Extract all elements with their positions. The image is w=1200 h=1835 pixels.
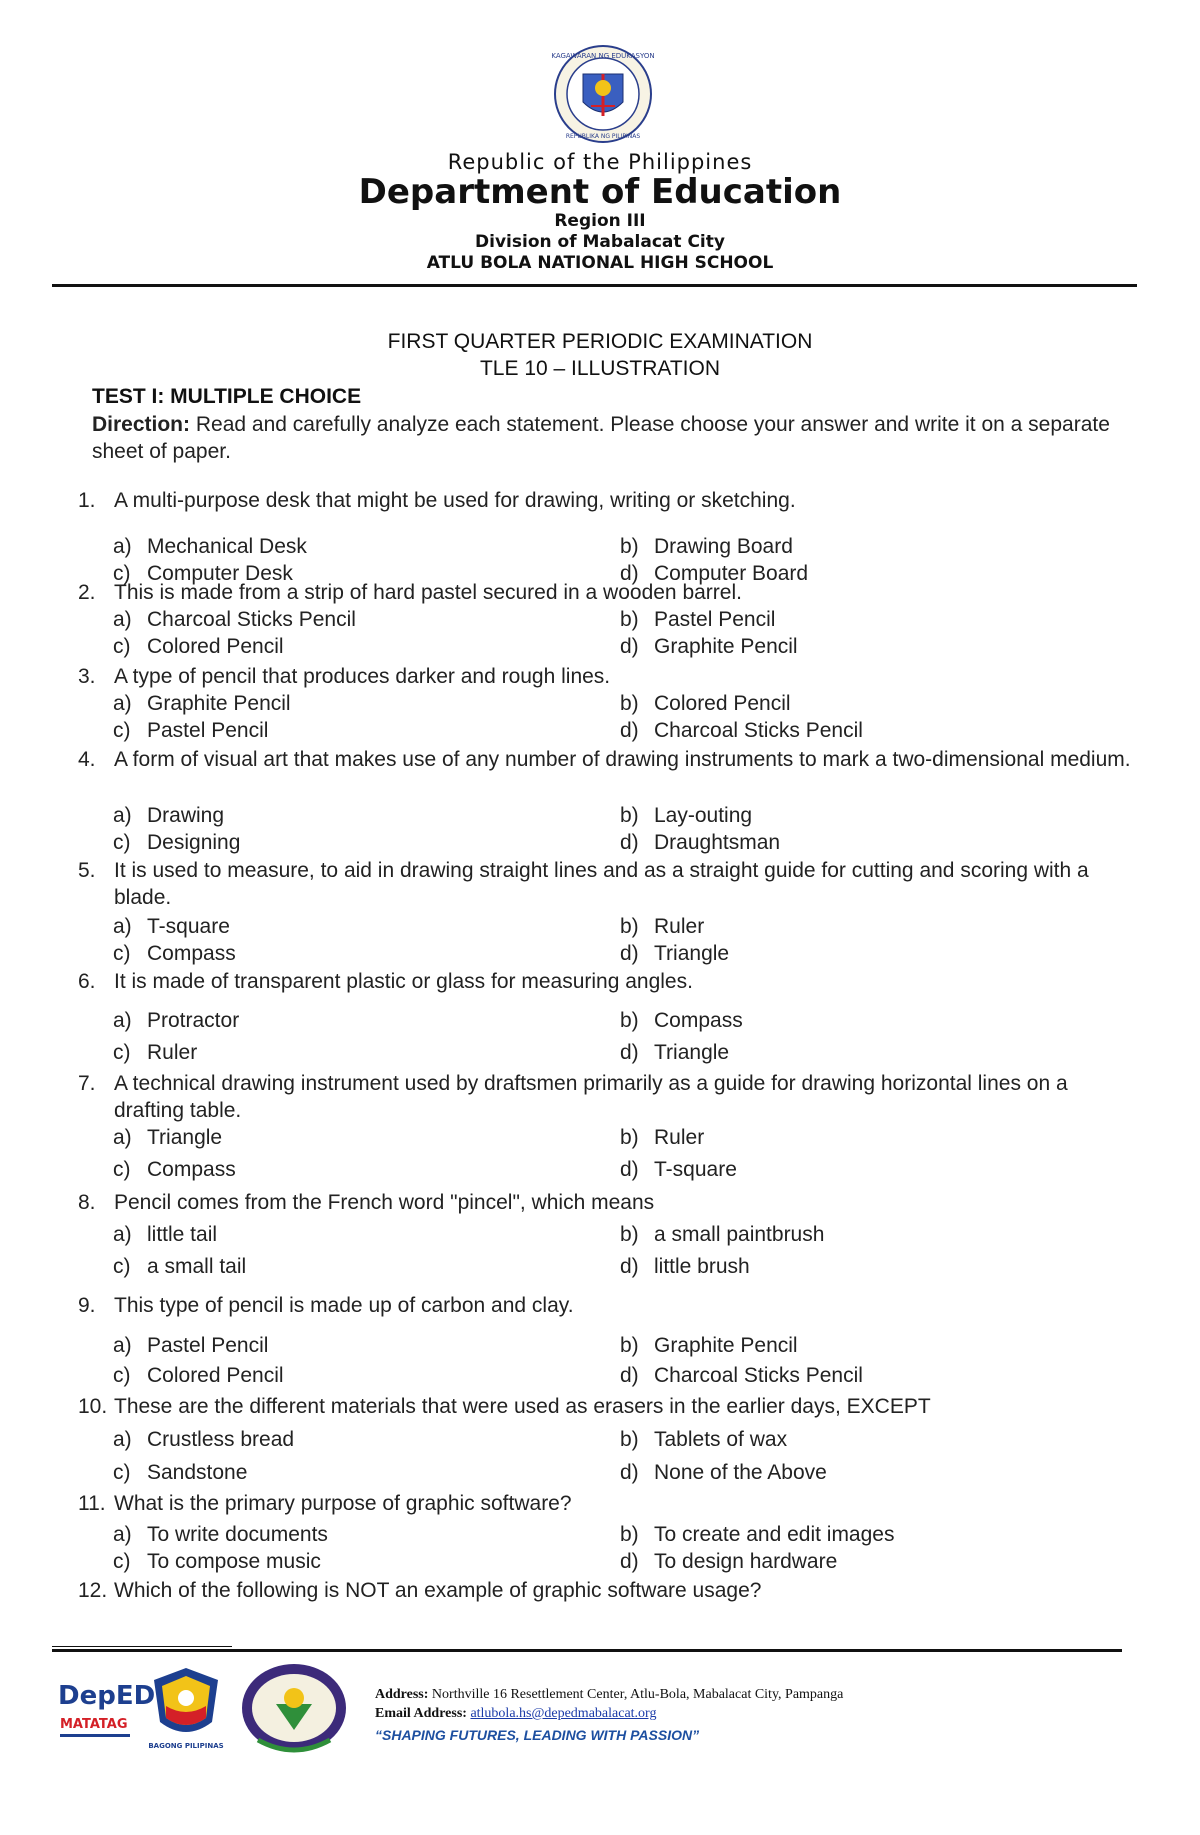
option-b (620, 915, 704, 939)
option-a (113, 1223, 217, 1247)
matatag-text: MATATAG (60, 1717, 128, 1732)
option-letter: c) (113, 719, 131, 742)
option-text: Protractor (147, 1009, 240, 1032)
option-text: Colored Pencil (147, 1364, 284, 1387)
option-letter: a) (113, 804, 132, 827)
question-text: A multi-purpose desk that might be used for drawing, writing or sketching. (114, 489, 796, 512)
option-text: Compass (147, 942, 236, 965)
option-text: Draughtsman (654, 831, 781, 854)
option-letter: c) (113, 942, 131, 965)
option-c (113, 1364, 284, 1388)
option-letter: c) (113, 1158, 131, 1181)
option-d (620, 1041, 729, 1065)
option-a (113, 804, 224, 828)
option-b (620, 1428, 787, 1452)
option-text: Colored Pencil (147, 635, 284, 658)
option-letter: b) (620, 535, 639, 558)
option-letter: b) (620, 915, 639, 938)
option-d (620, 635, 798, 659)
option-text: a small paintbrush (654, 1223, 825, 1246)
region-heading: Region III (554, 211, 646, 231)
option-a (113, 1428, 294, 1452)
option-text: Triangle (147, 1126, 223, 1149)
option-letter: a) (113, 1334, 132, 1357)
option-d (620, 1550, 837, 1574)
option-text: Drawing Board (654, 535, 793, 558)
deped-logo-text: DepED (58, 1681, 156, 1711)
option-a (113, 1009, 239, 1033)
option-d (620, 942, 729, 966)
option-text: Graphite Pencil (654, 635, 798, 658)
option-text: Computer Desk (147, 562, 293, 585)
question-text: It is used to measure, to aid in drawing straight lines and as a straight guide for cutting and scoring with a blade. (114, 859, 1089, 909)
test-heading: TEST I: MULTIPLE CHOICE (92, 385, 362, 408)
question-number: 5. (78, 859, 96, 882)
question-text: This type of pencil is made up of carbon and clay. (114, 1294, 574, 1317)
option-letter: a) (113, 1126, 132, 1149)
option-letter: b) (620, 1428, 639, 1451)
option-b (620, 1126, 704, 1150)
option-letter: a) (113, 1223, 132, 1246)
option-letter: c) (113, 1255, 131, 1278)
question-number: 11. (78, 1492, 106, 1515)
option-text: Drawing (147, 804, 225, 827)
option-d (620, 1255, 750, 1279)
department-heading: Department of Education (358, 172, 842, 212)
option-c (113, 1550, 321, 1574)
option-b (620, 1523, 894, 1547)
question-text: What is the primary purpose of graphic software? (114, 1492, 572, 1515)
option-text: To create and edit images (654, 1523, 895, 1546)
option-letter: b) (620, 1523, 639, 1546)
question-number: 9. (78, 1294, 96, 1317)
option-b (620, 535, 793, 559)
option-text: Pastel Pencil (147, 1334, 269, 1357)
option-c (113, 1461, 247, 1485)
option-a (113, 535, 307, 559)
option-letter: d) (620, 942, 639, 965)
option-a (113, 1334, 268, 1358)
email-link[interactable]: atlubola.hs@depedmabalacat.org (470, 1706, 657, 1721)
option-c (113, 1255, 246, 1279)
option-c (113, 1158, 236, 1182)
option-text: Colored Pencil (654, 692, 791, 715)
bagong-pilipinas-text: BAGONG PILIPINAS (148, 1742, 224, 1750)
option-letter: a) (113, 1009, 132, 1032)
option-text: Sandstone (147, 1461, 248, 1484)
option-d (620, 1364, 863, 1388)
option-letter: c) (113, 562, 131, 585)
option-text: Pastel Pencil (147, 719, 269, 742)
option-text: None of the Above (654, 1461, 827, 1484)
option-letter: d) (620, 635, 639, 658)
option-b (620, 804, 752, 828)
option-text: Pastel Pencil (654, 608, 776, 631)
option-text: Compass (147, 1158, 236, 1181)
option-b (620, 1009, 743, 1033)
option-letter: d) (620, 1461, 639, 1484)
option-letter: d) (620, 1158, 639, 1181)
option-letter: b) (620, 692, 639, 715)
option-letter: c) (113, 635, 131, 658)
option-text: To compose music (147, 1550, 321, 1573)
option-text: T-square (147, 915, 230, 938)
direction (92, 411, 1132, 465)
option-text: Charcoal Sticks Pencil (147, 608, 356, 631)
option-d (620, 719, 863, 743)
question-number: 10. (78, 1395, 108, 1418)
school-motto: “SHAPING FUTURES, LEADING WITH PASSION” (375, 1727, 700, 1743)
option-b (620, 608, 775, 632)
question-text: A technical drawing instrument used by draftsmen primarily as a guide for drawing horizontal lines on a drafting table. (114, 1072, 1068, 1122)
option-text: Computer Board (654, 562, 809, 585)
question-text: It is made of transparent plastic or glass for measuring angles. (114, 970, 693, 993)
question-number: 4. (78, 748, 96, 771)
option-c (113, 719, 268, 743)
address-value: Northville 16 Resettlement Center, Atlu-Bola, Mabalacat City, Pampanga (428, 1687, 844, 1702)
option-a (113, 1126, 222, 1150)
question-number: 2. (78, 581, 96, 604)
option-c (113, 635, 284, 659)
option-letter: c) (113, 1041, 131, 1064)
exam-subject: TLE 10 – ILLUSTRATION (479, 357, 721, 380)
deped-seal-logo (553, 44, 653, 144)
option-letter: d) (620, 1255, 639, 1278)
option-text: Compass (654, 1009, 743, 1032)
question-text: These are the different materials that were used as erasers in the earlier days, EXCEPT (114, 1395, 931, 1418)
option-text: Ruler (654, 1126, 705, 1149)
option-letter: d) (620, 831, 639, 854)
svg-text:KAGAWARAN NG EDUKASYON: KAGAWARAN NG EDUKASYON (551, 52, 655, 60)
question-text: This is made from a strip of hard pastel secured in a wooden barrel. (114, 581, 742, 604)
option-text: Charcoal Sticks Pencil (654, 1364, 863, 1387)
footer-divider (52, 1649, 1122, 1652)
question-number: 6. (78, 970, 96, 993)
option-d (620, 1461, 827, 1485)
option-text: Lay-outing (654, 804, 753, 827)
option-letter: a) (113, 915, 132, 938)
option-letter: a) (113, 1523, 132, 1546)
division-heading: Division of Mabalacat City (475, 232, 725, 252)
question-number: 8. (78, 1191, 96, 1214)
option-letter: b) (620, 608, 639, 631)
footer-email (375, 1706, 656, 1722)
option-text: Designing (147, 831, 241, 854)
option-letter: d) (620, 1041, 639, 1064)
option-b (620, 1334, 798, 1358)
option-text: Triangle (654, 942, 730, 965)
option-text: T-square (654, 1158, 737, 1181)
deped-matatag-logo (56, 1670, 156, 1748)
option-letter: d) (620, 719, 639, 742)
option-letter: d) (620, 1550, 639, 1573)
option-text: Ruler (654, 915, 705, 938)
option-text: Triangle (654, 1041, 730, 1064)
question-text: A type of pencil that produces darker and rough lines. (114, 665, 611, 688)
address-label: Address: (375, 1687, 429, 1702)
option-a (113, 1523, 328, 1547)
exam-title: FIRST QUARTER PERIODIC EXAMINATION (387, 330, 813, 353)
option-c (113, 831, 240, 855)
option-b (620, 692, 791, 716)
option-letter: c) (113, 1461, 131, 1484)
school-seal-logo (238, 1660, 350, 1760)
direction-text: Read and carefully analyze each statement. Please choose your answer and write it on a separate sheet of paper. (92, 413, 1110, 463)
option-letter: b) (620, 1223, 639, 1246)
option-c (113, 942, 236, 966)
option-b (620, 1223, 824, 1247)
option-d (620, 831, 780, 855)
option-text: To write documents (147, 1523, 328, 1546)
option-text: Ruler (147, 1041, 198, 1064)
option-letter: c) (113, 831, 131, 854)
option-letter: a) (113, 608, 132, 631)
option-text: a small tail (147, 1255, 247, 1278)
direction-label: Direction: (92, 413, 191, 436)
question-text: Which of the following is NOT an example of graphic software usage? (114, 1579, 762, 1602)
email-label: Email Address: (375, 1706, 467, 1721)
option-letter: b) (620, 1009, 639, 1032)
option-text: Crustless bread (147, 1428, 295, 1451)
option-a (113, 692, 291, 716)
option-text: Charcoal Sticks Pencil (654, 719, 863, 742)
bagong-pilipinas-logo (146, 1662, 226, 1752)
option-text: Mechanical Desk (147, 535, 307, 558)
option-letter: d) (620, 1364, 639, 1387)
option-text: little tail (147, 1223, 218, 1246)
footer-address (375, 1687, 843, 1703)
question-number: 1. (78, 489, 96, 512)
option-text: Tablets of wax (654, 1428, 788, 1451)
svg-text:REPUBLIKA NG PILIPINAS: REPUBLIKA NG PILIPINAS (565, 133, 641, 140)
option-c (113, 1041, 197, 1065)
republic-heading: Republic of the Philippines (447, 150, 753, 174)
option-d (620, 1158, 737, 1182)
option-letter: b) (620, 1334, 639, 1357)
option-a (113, 608, 356, 632)
option-text: Graphite Pencil (147, 692, 291, 715)
option-letter: a) (113, 535, 132, 558)
question-number: 12. (78, 1579, 108, 1602)
header-divider (52, 284, 1137, 287)
question-number: 7. (78, 1072, 96, 1095)
option-letter: a) (113, 1428, 132, 1451)
school-heading: ATLU BOLA NATIONAL HIGH SCHOOL (426, 253, 774, 273)
question-number: 3. (78, 665, 96, 688)
option-text: Graphite Pencil (654, 1334, 798, 1357)
option-text: To design hardware (654, 1550, 838, 1573)
option-letter: c) (113, 1550, 131, 1573)
option-letter: d) (620, 562, 639, 585)
option-letter: c) (113, 1364, 131, 1387)
option-text: little brush (654, 1255, 750, 1278)
option-a (113, 915, 230, 939)
question-text: A form of visual art that makes use of any number of drawing instruments to mark a two-dimensional medium. (114, 748, 1131, 771)
footer-divider-thin (52, 1646, 232, 1647)
option-letter: a) (113, 692, 132, 715)
question-text: Pencil comes from the French word "pincel", which means (114, 1191, 655, 1214)
option-letter: b) (620, 804, 639, 827)
option-letter: b) (620, 1126, 639, 1149)
